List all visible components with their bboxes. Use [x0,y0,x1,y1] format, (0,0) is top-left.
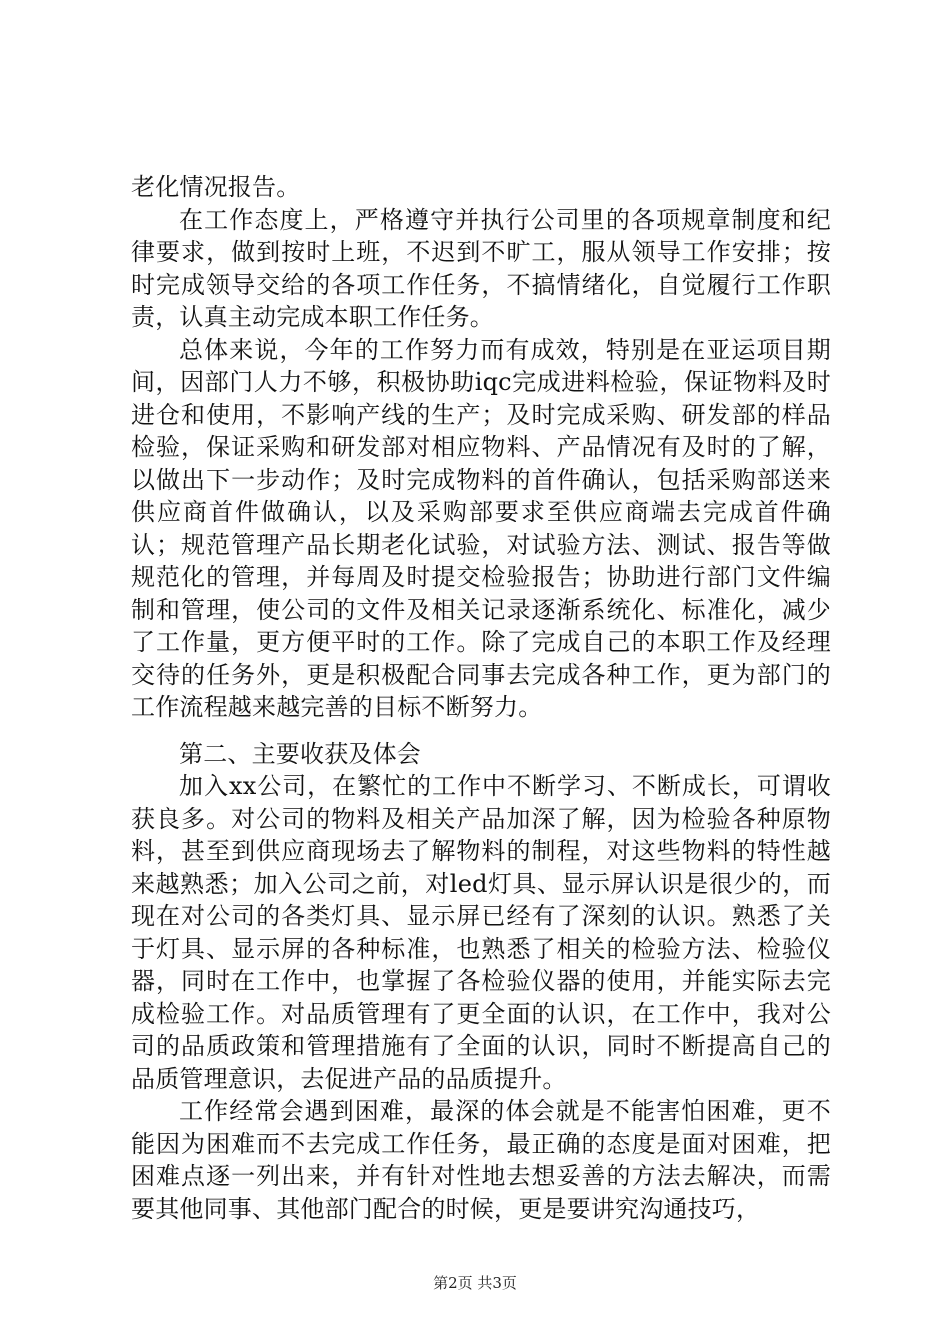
paragraph-difficulties: 工作经常会遇到困难，最深的体会就是不能害怕困难，更不能因为困难而不去完成工作任务，最正确的态度是面对困难，把困难点逐一列出来，并有针对性地去想妥善的方法去解决，而需要其他同事、其他部门配合的时候，更是要讲究沟通技巧， [131,1097,831,1223]
paragraph-work-attitude: 在工作态度上，严格遵守并执行公司里的各项规章制度和纪律要求，做到按时上班，不迟到不旷工，服从领导工作安排；按时完成领导交给的各项工作任务，不搞情绪化，自觉履行工作职责，认真主动完成本职工作任务。 [131,205,831,331]
document-body [131,171,831,1225]
paragraph-continuation: 老化情况报告。 [131,173,301,201]
section-heading: 第二、主要收获及体会 [179,739,421,768]
page-footer: 第2页 共3页 [433,1274,517,1292]
paragraph-gains: 加入xx公司，在繁忙的工作中不断学习、不断成长，可谓收获良多。对公司的物料及相关产品加深了解，因为检验各种原物料，甚至到供应商现场去了解物料的制程，对这些物料的特性越来越熟悉；加入公司之前，对led灯具、显示屏认识是很少的，而现在对公司的各类灯具、显示屏已经有了深刻的认识。熟悉了关于灯具、显示屏的各种标准，也熟悉了相关的检验方法、检验仪器，同时在工作中，也掌握了各检验仪器的使用，并能实际去完成检验工作。对品质管理有了更全面的认识，在工作中，我对公司的品质政策和管理措施有了全面的认识，同时不断提高自己的品质管理意识，去促进产品的品质提升。 [131,772,831,1093]
paragraph-overall-summary: 总体来说，今年的工作努力而有成效，特别是在亚运项目期间，因部门人力不够，积极协助iqc完成进料检验，保证物料及时进仓和使用，不影响产线的生产；及时完成采购、研发部的样品检验，保证采购和研发部对相应物料、产品情况有及时的了解，以做出下一步动作；及时完成物料的首件确认，包括采购部送来供应商首件做确认，以及采购部要求至供应商端去完成首件确认；规范管理产品长期老化试验，对试验方法、测试、报告等做规范化的管理，并每周及时提交检验报告；协助进行部门文件编制和管理，使公司的文件及相关记录逐渐系统化、标准化，减少了工作量，更方便平时的工作。除了完成自己的本职工作及经理交待的任务外，更是积极配合同事去完成各种工作，更为部门的工作流程越来越完善的目标不断努力。 [131,335,831,721]
